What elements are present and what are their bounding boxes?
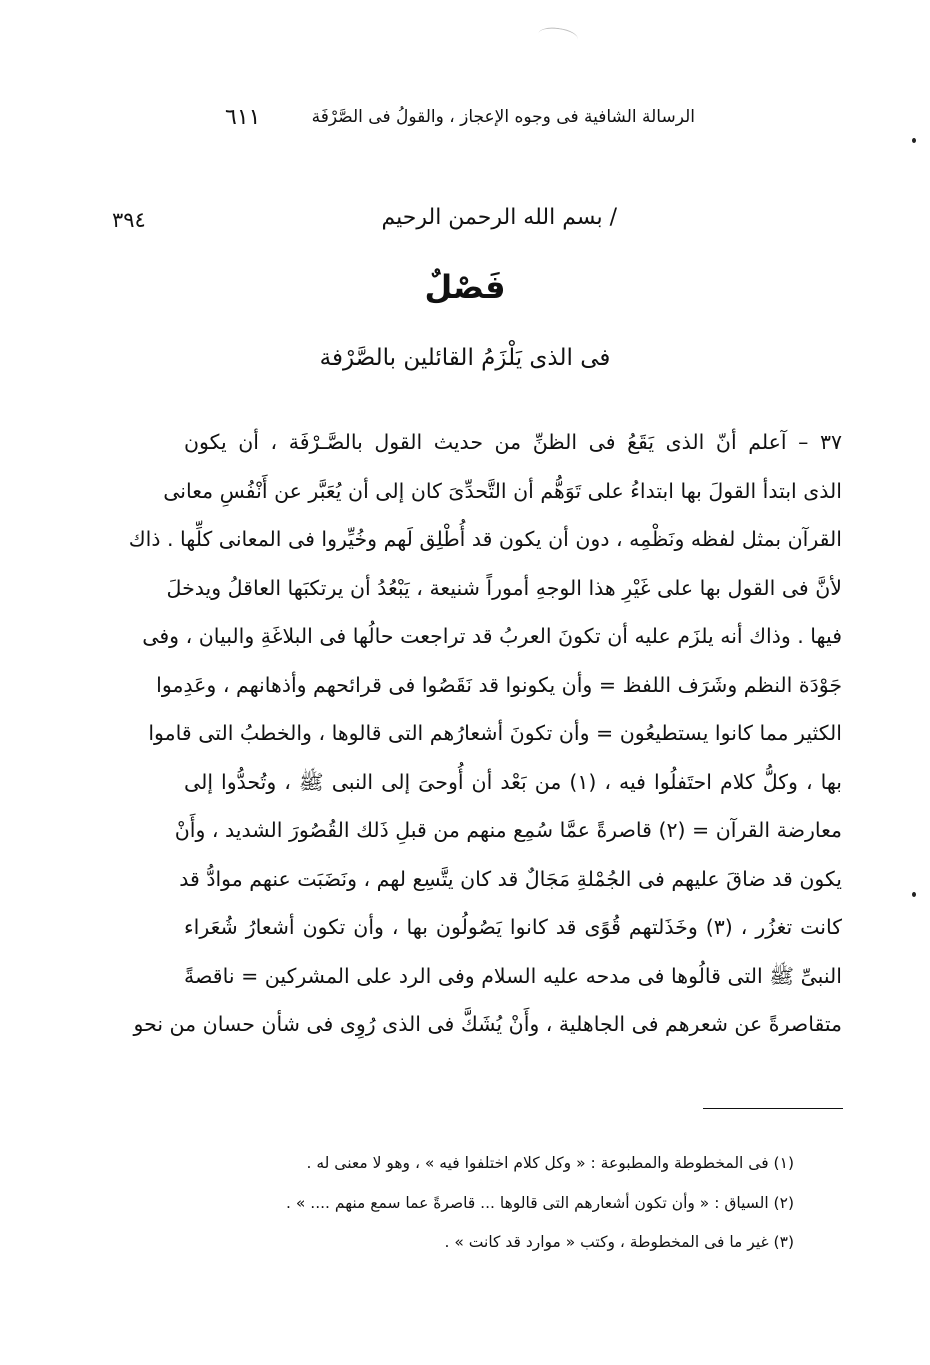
body-line: القرآن بمثل لفظه ونَظْمِه ، دون أن يكون قد أُطْلِق لَهم وخُيِّروا فى المعانى كلِّها . ذاك <box>128 527 842 551</box>
body-line: بها ، وكلُّ كلام احتَفلُوا فيه ، (١) من بَعْد أن أُوحىَ إلى النبى ﷺ ، وتُحدُّوا إلى <box>184 769 842 794</box>
body-line: لأنَّ فى القول بها على غَيْرِ هذا الوجهِ أموراً شنيعة ، يَبْعُدُ أن يرتكبَها العاقلُ ويدخلَ <box>166 575 842 600</box>
body-line: الكثير مما كانوا يستطيعُون = وأن تكونَ أشعارُهم التى قالوها ، والخطبُ التى قاموا <box>148 721 842 745</box>
body-line: معارضة القرآن = (٢) قاصرةً عمَّا سُمِع منهم من قبلِ ذَلك القُصُورَ الشديد ، وأَنْ <box>174 818 842 842</box>
section-subheading: فى الذى يَلْزَمُ القائلين بالصَّرْفة <box>319 345 611 371</box>
body-line: يكون قد ضاقَ عليهم فى الجُمْلةِ مَجَالٌ قد كان يتَّسِع لهم ، ونَضَبَت عنهم موادُّ قد <box>179 866 842 891</box>
running-header <box>225 102 695 132</box>
margin-mark <box>912 892 916 897</box>
footnote: (٣) غير ما فى المخطوطة ، وكتب « موارد قد كانت » . <box>444 1233 794 1251</box>
scan-artifact <box>537 25 579 47</box>
original-page-number: ٣٩٤ <box>112 208 146 232</box>
margin-mark <box>912 138 916 143</box>
body-line: فيها . وذاك أنه يلزَم عليه أن تكونَ العربُ قد تراجعت حالُها فى البلاغَةِ والبيان ، وفى <box>142 624 842 648</box>
footnote-divider <box>703 1108 843 1109</box>
body-line: ٣٧ – آعلم أنّ الذى يَقَعُ فى الظنِّ من حديث القول بالصَّـرْفَة ، أن يكون <box>184 430 842 454</box>
body-line: متقاصرةً عن شعرهم فى الجاهلية ، وأَنْ يُشَكَّ فى الذى رُوِى فى شأن حسان من نحو <box>133 1012 842 1036</box>
footnote: (١) فى المخطوطة والمطبوعة : « وكل كلام اختلفوا فيه » ، وهو لا معنى له . <box>306 1154 794 1172</box>
running-title: الرسالة الشافية فى وجوه الإعجاز ، والقولُ فى الصَّرْفَة <box>311 107 695 127</box>
basmala: / بسم الله الرحمن الرحيم <box>381 205 617 230</box>
body-line: جَوْدَة النظم وشَرَف اللفظ = وأن يكونوا قد نَقَصُوا فى قرائحهم وأذهانهم ، وعَدِموا <box>156 672 842 697</box>
page-number: ٦١١ <box>225 104 261 130</box>
section-heading: فَصْلٌ <box>424 268 506 306</box>
body-line: النبىِّ ﷺ التى قالُوها فى مدحه عليه السلام وفى الرد على المشركين = ناقصةً <box>184 963 842 988</box>
footnote: (٢) السياق : « وأن تكون أشعارهم التى قالوها ... قاصرةً عما سمع منهم .... » . <box>286 1193 794 1212</box>
body-text <box>128 418 842 1049</box>
footnotes <box>286 1148 794 1267</box>
body-line: كانت تغزُر ، (٣) وخَذَلتهم قُوًى قد كانوا يَصُولُون بها ، وأن تكون أشعارُ شُعَراء <box>184 915 842 939</box>
body-line: الذى ابتدأ القولَ بها ابتداءُ على تَوَهُّم أن التَّحدِّىَ كان إلى أن يُعَبَّر عن أَنْفُسِ معانى <box>163 478 842 503</box>
